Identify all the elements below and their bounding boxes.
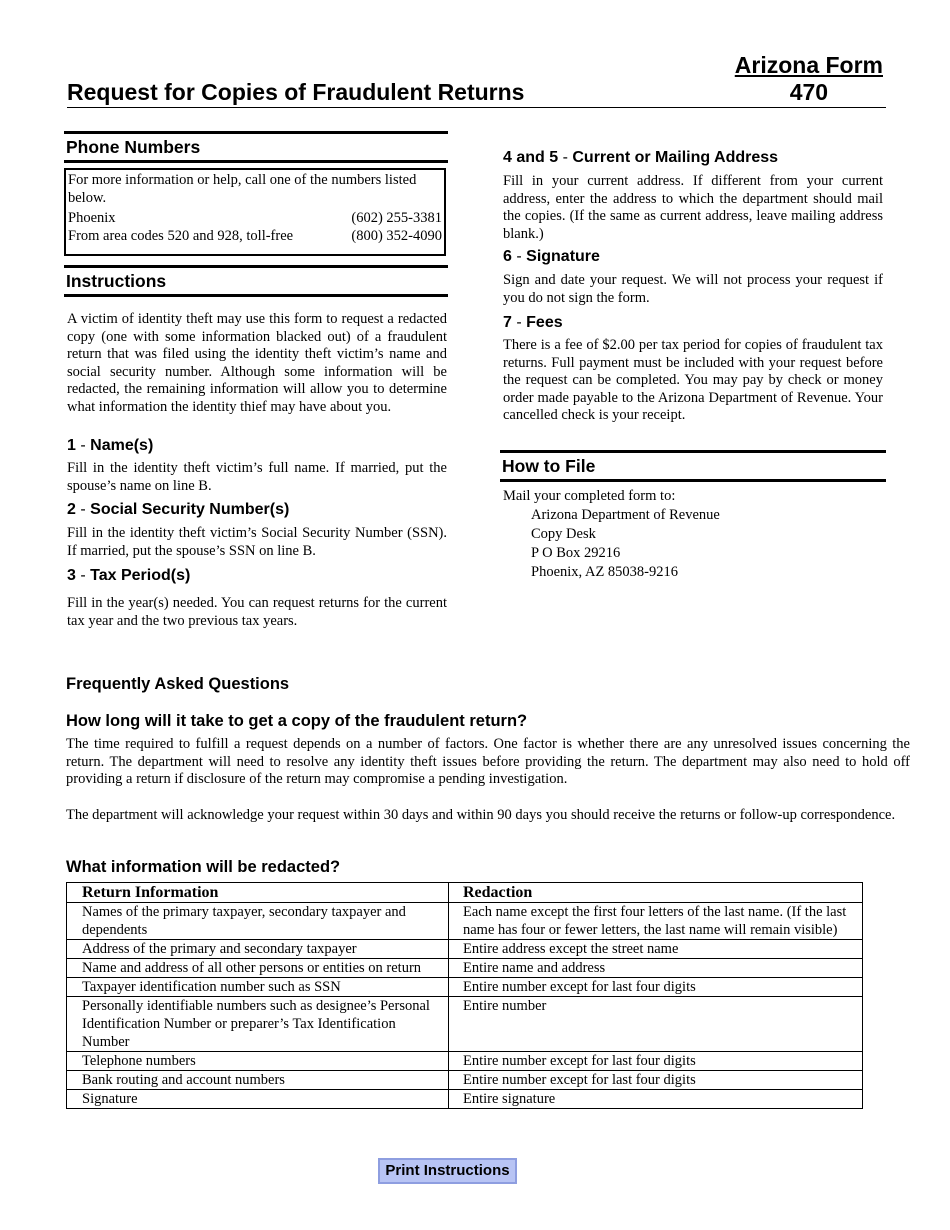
form-label-line1: Arizona Form xyxy=(734,52,883,78)
instructions-heading: Instructions xyxy=(64,265,448,297)
title-divider xyxy=(67,107,886,108)
page-title: Request for Copies of Fraudulent Returns xyxy=(67,79,525,105)
item-title: Current or Mailing Address xyxy=(572,149,779,166)
return-info-cell: Personally identifiable numbers such as designee’s Personal Identification Number or preparer’s Tax Identification Number xyxy=(67,997,449,1052)
item-dash: - xyxy=(562,149,568,166)
mail-intro: Mail your completed form to: xyxy=(503,488,676,504)
redaction-cell: Each name except the first four letters of the last name. (If the last name has four or fewer letters, the last name will remain visible) xyxy=(449,903,863,940)
table-row xyxy=(67,940,863,959)
redaction-cell: Entire signature xyxy=(449,1090,863,1109)
item-1-body: Fill in the identity theft victim’s full name. If married, put the spouse’s name on line B. xyxy=(67,460,447,494)
item-title: Name(s) xyxy=(90,437,154,454)
item-dash: - xyxy=(80,437,86,454)
item-2-body: Fill in the identity theft victim’s Social Security Number (SSN). If married, put the spouse’s SSN on line B. xyxy=(67,525,447,559)
return-info-cell: Telephone numbers xyxy=(67,1052,449,1071)
table-row xyxy=(67,1071,863,1090)
faq-question-2: What information will be redacted? xyxy=(66,858,341,876)
address-line: Copy Desk xyxy=(531,526,596,542)
redaction-cell: Entire number xyxy=(449,997,863,1052)
item-6-heading xyxy=(503,248,600,266)
table-row xyxy=(67,1090,863,1109)
item-4-5-body: Fill in your current address. If different from your current address, enter the address to which the department should mail the copies. (If the same as current address, leave mailing address blank.) xyxy=(503,173,883,242)
faq-question-1: How long will it take to get a copy of the fraudulent return? xyxy=(66,712,528,730)
table-row xyxy=(67,959,863,978)
faq-heading: Frequently Asked Questions xyxy=(66,675,290,693)
item-7-heading xyxy=(503,314,563,332)
phone-number: (602) 255-3381 xyxy=(351,210,442,226)
item-dash: - xyxy=(80,501,86,518)
instructions-intro: A victim of identity theft may use this form to request a redacted copy (one with some information blacked out) of a fraudulent return that was filed using the identity theft victim’s name and social security number. Although some information will be redacted, the remaining information will allow you to determine what information the identity thief may have about you. xyxy=(67,311,447,415)
item-number: 6 xyxy=(503,248,512,265)
item-number: 7 xyxy=(503,314,512,331)
print-instructions-button[interactable]: Print Instructions xyxy=(378,1158,517,1184)
redaction-cell: Entire name and address xyxy=(449,959,863,978)
form-label-line2: 470 xyxy=(789,79,829,105)
address-line: P O Box 29216 xyxy=(531,545,621,561)
item-2-heading xyxy=(67,501,289,519)
phone-label: From area codes 520 and 928, toll-free xyxy=(68,227,294,244)
item-number: 4 and 5 xyxy=(503,149,559,166)
return-info-cell: Names of the primary taxpayer, secondary taxpayer and dependents xyxy=(67,903,449,940)
item-number: 3 xyxy=(67,567,76,584)
item-dash: - xyxy=(516,314,522,331)
item-title: Tax Period(s) xyxy=(90,567,191,584)
table-row xyxy=(67,978,863,997)
return-info-cell: Address of the primary and secondary taxpayer xyxy=(67,940,449,959)
item-4-5-heading xyxy=(503,149,778,167)
address-line: Phoenix, AZ 85038-9216 xyxy=(531,564,679,580)
phone-numbers-heading: Phone Numbers xyxy=(64,131,448,163)
item-dash: - xyxy=(516,248,522,265)
item-6-body: Sign and date your request. We will not process your request if you do not sign the form. xyxy=(503,272,883,306)
mailing-instructions xyxy=(503,487,720,582)
redaction-cell: Entire number except for last four digits xyxy=(449,1052,863,1071)
column-header: Return Information xyxy=(67,883,449,903)
mailing-address xyxy=(503,506,720,582)
table-row xyxy=(67,997,863,1052)
return-info-cell: Name and address of all other persons or entities on return xyxy=(67,959,449,978)
phone-row xyxy=(68,228,442,246)
phone-box xyxy=(64,168,446,256)
phone-intro: For more information or help, call one of the numbers listed below. xyxy=(68,172,417,206)
item-number: 2 xyxy=(67,501,76,518)
item-dash: - xyxy=(80,567,86,584)
table-header-row xyxy=(67,883,863,903)
redaction-cell: Entire address except the street name xyxy=(449,940,863,959)
item-1-heading xyxy=(67,437,153,455)
phone-row xyxy=(68,210,442,228)
address-line: Arizona Department of Revenue xyxy=(531,507,720,523)
item-7-body: There is a fee of $2.00 per tax period for copies of fraudulent tax returns. Full payment must be included with your request before the request can be completed. You may pay by check or money order made payable to the Arizona Department of Revenue. Your cancelled check is your receipt. xyxy=(503,337,883,423)
item-3-heading xyxy=(67,567,190,585)
item-3-body: Fill in the year(s) needed. You can request returns for the current tax year and the two previous tax years. xyxy=(67,595,447,629)
table-row xyxy=(67,1052,863,1071)
faq-answer-1b: The department will acknowledge your request within 30 days and within 90 days you should receive the returns or follow-up correspondence. xyxy=(66,807,896,823)
faq-answer-1a: The time required to fulfill a request depends on a number of factors. One factor is whether there are any unresolved issues concerning the return. The department will need to resolve any identity theft issues before providing the return. The department may also need to hold off providing a return if disclosure of the return may compromise a pending investigation. xyxy=(66,736,910,787)
phone-number: (800) 352-4090 xyxy=(351,227,442,244)
item-number: 1 xyxy=(67,437,76,454)
column-header: Redaction xyxy=(449,883,863,903)
item-title: Signature xyxy=(526,248,600,265)
table-row xyxy=(67,903,863,940)
form-number xyxy=(735,52,883,106)
return-info-cell: Taxpayer identification number such as SSN xyxy=(67,978,449,997)
return-info-cell: Bank routing and account numbers xyxy=(67,1071,449,1090)
phone-label: Phoenix xyxy=(68,210,116,226)
redaction-cell: Entire number except for last four digits xyxy=(449,1071,863,1090)
how-to-file-heading: How to File xyxy=(500,450,886,482)
redaction-table xyxy=(66,882,863,1109)
redaction-cell: Entire number except for last four digits xyxy=(449,978,863,997)
item-title: Social Security Number(s) xyxy=(90,501,290,518)
return-info-cell: Signature xyxy=(67,1090,449,1109)
item-title: Fees xyxy=(526,314,563,331)
